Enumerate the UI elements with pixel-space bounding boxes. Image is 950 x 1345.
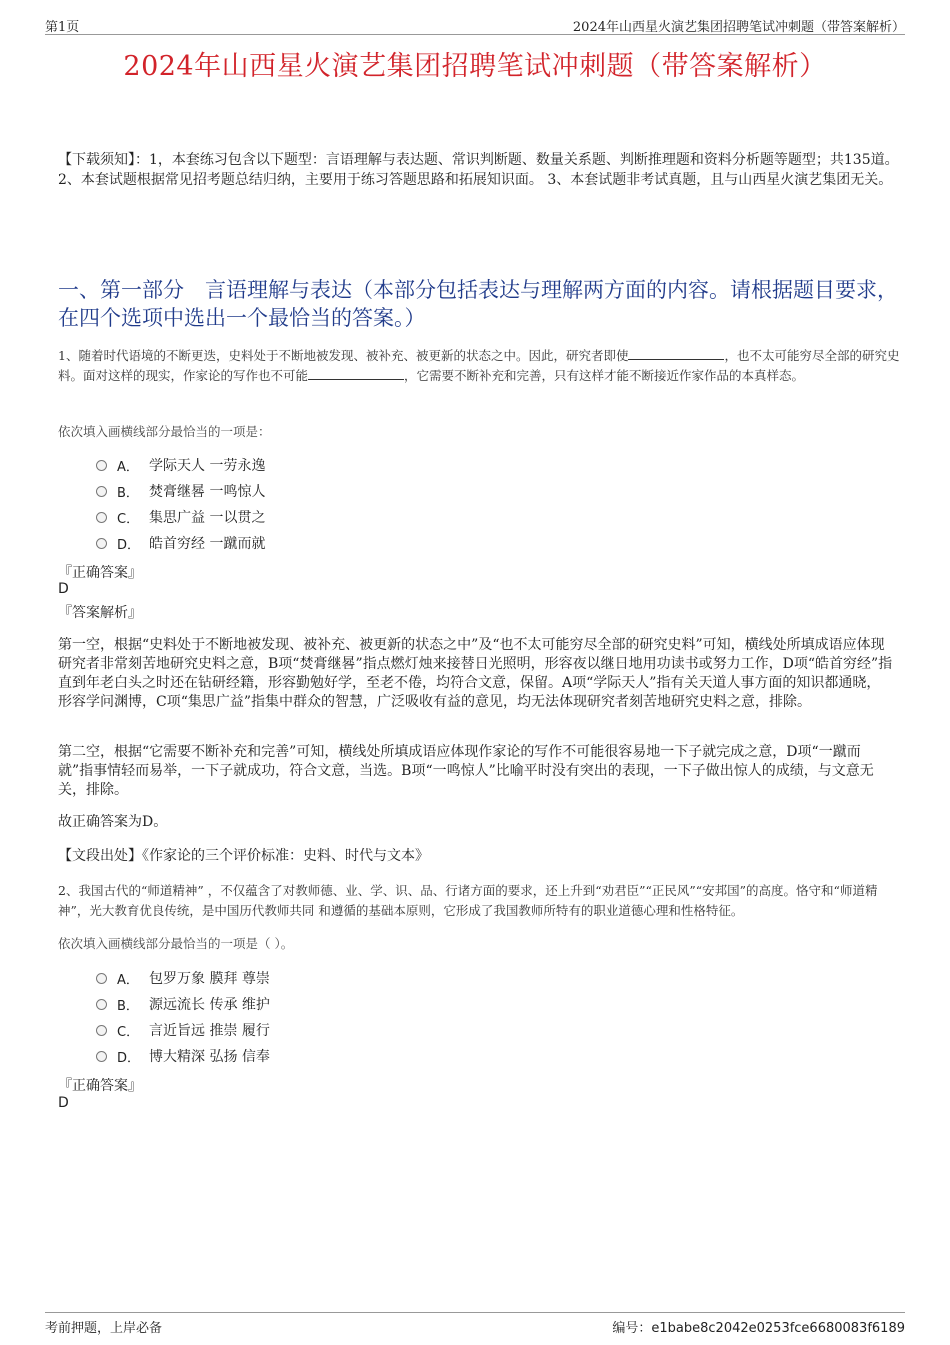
- footer-slogan: 考前押题，上岸必备: [45, 1321, 163, 1336]
- option-a[interactable]: A． 包罗万象 膜拜 尊崇: [96, 965, 270, 991]
- analysis-paragraph-1: 第一空，根据“史料处于不断地被发现、被补充、被更新的状态之中”及“也不太可能穷尽全部的研究史料”可知，横线处所填成语应体现研究者非常刻苦地研究史料之意，B项“焚膏继晷”指点燃灯烛来接替日光照明，形容夜以继日地用功读书或努力工作，D项“皓首穷经”指直到年老白头之时还在钻研经籍，形容勤勉好学，至老不倦，均符合文意，保留。A项“学际天人”指有关天道人事方面的知识都通晓，形容学问渊博，C项“集思广益”指集中群众的智慧，广泛吸收有益的意见，均无法体现研究者刻苦地研究史料之意，排除。: [58, 637, 893, 710]
- radio-icon[interactable]: [96, 460, 107, 471]
- analysis-conclusion: 故正确答案为D。: [58, 814, 168, 830]
- download-notice: 【下载须知】：1，本套练习包含以下题型：言语理解与表达题、常识判断题、数量关系题、判断推理题和资料分析题等题型；共135道。 2、本套试题根据常见招考题总结归纳，主要用于练习答题思路和拓展知识面。 3、本套试题非考试真题，且与山西星火演艺集团无关。: [58, 152, 899, 188]
- option-b[interactable]: B． 源远流长 传承 维护: [96, 991, 270, 1017]
- radio-icon[interactable]: [96, 538, 107, 549]
- document-title: 2024年山西星火演艺集团招聘笔试冲刺题（带答案解析）: [123, 51, 827, 82]
- radio-icon[interactable]: [96, 973, 107, 984]
- source-citation: 【文段出处】《作家论的三个评价标准：史料、时代与文本》: [58, 848, 429, 864]
- radio-icon[interactable]: [96, 512, 107, 523]
- analysis-paragraph-2: 第二空，根据“它需要不断补充和完善”可知，横线处所填成语应体现作家论的写作不可能很容易地一下子就完成之意，D项“一蹴而就”指事情轻而易举，一下子就成功，符合文意，当选。B项“一鸣惊人”比喻平时没有突出的表现，一下子做出惊人的成绩，与文意无关，排除。: [58, 744, 874, 798]
- correct-answer: D: [58, 1095, 69, 1111]
- answer-label: 『正确答案』: [58, 1078, 142, 1094]
- correct-answer: D: [58, 581, 69, 597]
- section-heading: 一、第一部分 言语理解与表达（本部分包括表达与理解两方面的内容。请根据题目要求，在四个选项中选出一个最恰当的答案。）: [58, 278, 898, 330]
- footer-code: 编号：e1babe8c2042e0253fce6680083f6189: [612, 1321, 905, 1336]
- answer-label: 『正确答案』: [58, 565, 142, 581]
- analysis-label: 『答案解析』: [58, 605, 142, 621]
- option-c[interactable]: C． 言近旨远 推崇 履行: [96, 1017, 270, 1043]
- radio-icon[interactable]: [96, 1051, 107, 1062]
- question-1-options: [96, 452, 265, 556]
- option-d[interactable]: D． 博大精深 弘扬 信奉: [96, 1043, 270, 1069]
- fill-blank-2: [308, 367, 404, 380]
- question-1-prompt: 依次填入画横线部分最恰当的一项是：: [58, 424, 271, 439]
- radio-icon[interactable]: [96, 999, 107, 1010]
- fill-blank-1: [628, 347, 724, 360]
- page-footer: [45, 1312, 905, 1335]
- question-1-stem: 1、随着时代语境的不断更迭，史料处于不断地被发现、被补充、被更新的状态之中。因此，研究者即使 ，也不太可能穷尽全部的研究史料。面对这样的现实，作家论的写作也不可能 ，它需要不断补充和完善，只有这样才能不断接近作家作品的本真样态。: [58, 348, 900, 383]
- option-d[interactable]: D． 皓首穷经 一蹴而就: [96, 530, 265, 556]
- header-doc-title: 2024年山西星火演艺集团招聘笔试冲刺题（带答案解析）: [572, 20, 905, 35]
- radio-icon[interactable]: [96, 486, 107, 497]
- option-b[interactable]: B． 焚膏继晷 一鸣惊人: [96, 478, 265, 504]
- question-2-stem: 2、我国古代的“师道精神” ，不仅蕴含了对教师德、业、学、识、品、行诸方面的要求，还上升到“劝君臣”“正民风”“安邦国”的高度。恪守和“师道精神”，光大教育优良传统，是中国历代教师共同 和遵循的基础本原则，它形成了我国教师所特有的职业道德心理和性格特征。: [58, 883, 878, 918]
- radio-icon[interactable]: [96, 1025, 107, 1036]
- page-header: [45, 14, 905, 35]
- option-c[interactable]: C． 集思广益 一以贯之: [96, 504, 265, 530]
- question-2-prompt: 依次填入画横线部分最恰当的一项是（ ）。: [58, 936, 294, 951]
- option-a[interactable]: A． 学际天人 一劳永逸: [96, 452, 265, 478]
- page-number: 第1页: [45, 20, 80, 35]
- question-2-options: [96, 965, 270, 1069]
